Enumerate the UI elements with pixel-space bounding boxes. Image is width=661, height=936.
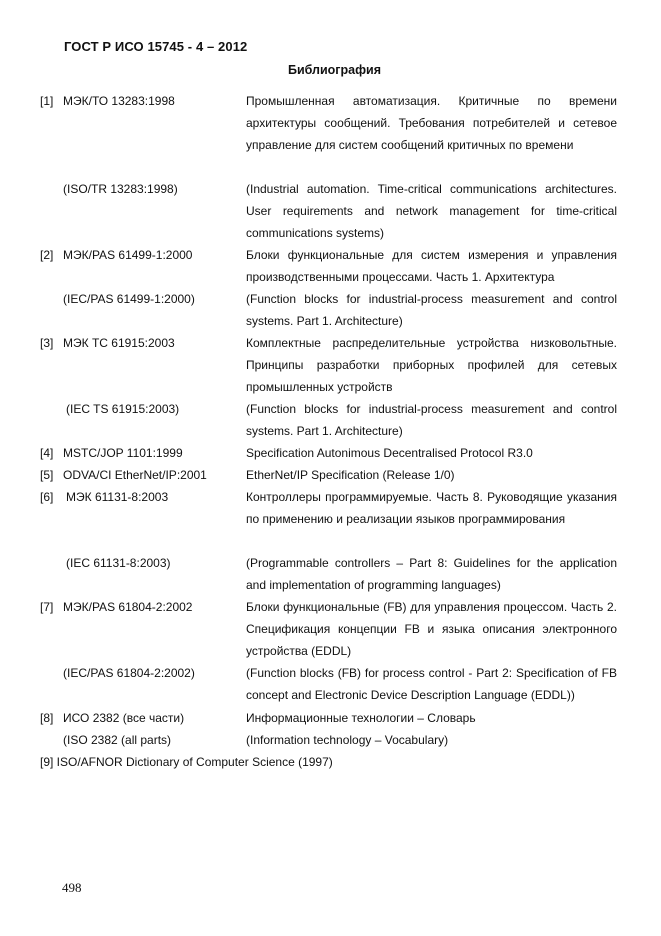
ref-description: Промышленная автоматизация. Критичные по времени архитектуры сообщений. Требования потребителей и сетевое управление для систем сообщений критичных по времени: [246, 94, 617, 152]
ref-description: Комплектные распределительные устройства низковольтные. Принципы разработки приборных профилей для сетевых промышленных устройств: [246, 336, 617, 394]
ref-code: МЭК/PAS 61804-2:2002: [63, 600, 193, 614]
ref-number: [3]: [40, 336, 54, 350]
ref-description: Информационные технологии – Словарь: [246, 711, 476, 725]
document-header: ГОСТ Р ИСО 15745 - 4 – 2012: [64, 39, 248, 54]
ref-number: [7]: [40, 600, 54, 614]
ref-code-en: (ISO 2382 (all parts): [63, 733, 172, 747]
ref-description: Specification Autonimous Decentralised Protocol R3.0: [246, 446, 533, 460]
ref-description-en: (Function blocks for industrial-process measurement and control systems. Part 1. Architecture): [246, 402, 617, 438]
ref-code: ИСО 2382 (все части): [63, 711, 185, 725]
section-title: Библиография: [287, 63, 382, 77]
ref-code: МЭК/ТО 13283:1998: [63, 94, 175, 108]
ref-number: [5]: [40, 468, 54, 482]
ref-code: ODVA/CI EtherNet/IP:2001: [63, 468, 207, 482]
ref-description: Блоки функциональные (FB) для управления процессом. Часть 2. Спецификация концепции FB и языка описания электронного устройства (EDDL): [246, 600, 617, 658]
ref-number: [4]: [40, 446, 54, 460]
ref-code-en: (IEC/PAS 61804-2:2002): [63, 666, 195, 680]
ref-full-entry: [9] ISO/AFNOR Dictionary of Computer Science (1997): [40, 755, 333, 769]
ref-description-en: (Function blocks (FB) for process control - Part 2: Specification of FB concept and Electronic Device Description Language (EDDL)): [246, 666, 617, 702]
ref-number: [8]: [40, 711, 54, 725]
ref-code-en: (IEC TS 61915:2003): [66, 402, 180, 416]
ref-description-en: (Programmable controllers – Part 8: Guidelines for the application and implementation of programming languages): [246, 556, 617, 592]
ref-description-en: (Industrial automation. Time-critical communications architectures. User requirements and network management for time-critical communications systems): [246, 182, 617, 240]
ref-code-en: (ISO/TR 13283:1998): [63, 182, 178, 196]
ref-number: [2]: [40, 248, 54, 262]
ref-code-en: (IEC 61131-8:2003): [66, 556, 171, 570]
ref-description: Контроллеры программируемые. Часть 8. Руководящие указания по применению и реализации языков программирования: [246, 490, 617, 526]
ref-code: МЭК TC 61915:2003: [63, 336, 175, 350]
ref-description: EtherNet/IP Specification (Release 1/0): [246, 468, 455, 482]
ref-code: МЭК 61131-8:2003: [66, 490, 169, 504]
ref-code: MSTC/JOP 1101:1999: [63, 446, 183, 460]
ref-code-en: (IEC/PAS 61499-1:2000): [63, 292, 195, 306]
page-number: 498: [62, 880, 82, 895]
ref-description: Блоки функциональные для систем измерения и управления производственными процессами. Часть 1. Архитектура: [246, 248, 617, 284]
ref-number: [6]: [40, 490, 54, 504]
ref-number: [1]: [40, 94, 54, 108]
ref-code: МЭК/PAS 61499-1:2000: [63, 248, 193, 262]
ref-description-en: (Information technology – Vocabulary): [246, 733, 449, 747]
ref-description-en: (Function blocks for industrial-process measurement and control systems. Part 1. Architecture): [246, 292, 617, 328]
